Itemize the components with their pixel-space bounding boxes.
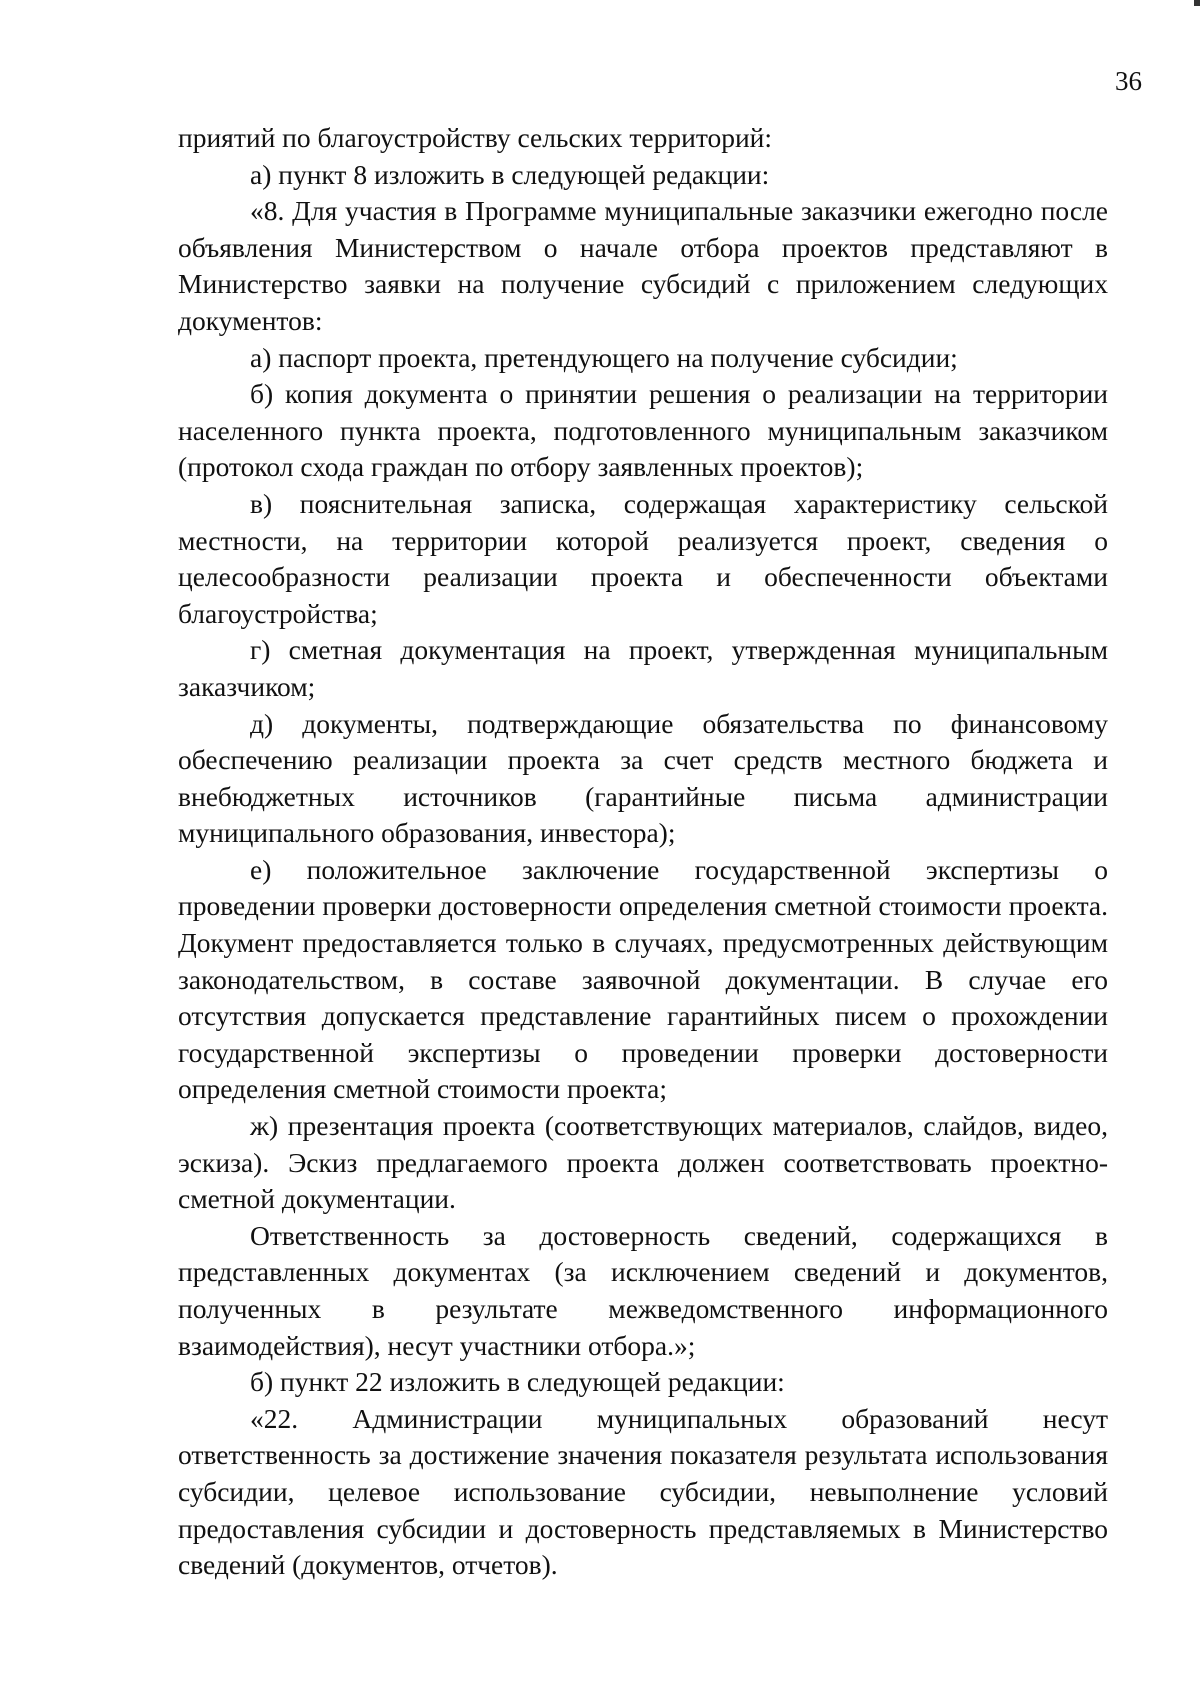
paragraph-subitem-a: а) паспорт проекта, претендующего на получение субсидии; (250, 341, 958, 373)
paragraph-subitem-b: б) копия документа о принятии решения о реализации на территории населенного пункта проекта, подготовленного муниципальным заказчиком (протокол схода граждан по отбору заявленных проектов); (178, 378, 1108, 483)
paragraph-continuation: приятий по благоустройству сельских территорий: (178, 122, 773, 153)
paragraph-item-b-point-22: б) пункт 22 изложить в следующей редакции: (250, 1366, 785, 1398)
scan-corner-mark (1194, 0, 1200, 6)
paragraph-subitem-g: г) сметная документация на проект, утвержденная муниципальным заказчиком; (178, 634, 1108, 702)
paragraph-responsibility: Ответственность за достоверность сведений, содержащихся в представленных документах (за исключением сведений и документов, полученных в результате межведомственного информационного взаимодействия), несут участники отбора.»; (178, 1219, 1108, 1361)
paragraph-item-a-point-8: а) пункт 8 изложить в следующей редакции: (250, 158, 770, 190)
document-body (178, 120, 1108, 1584)
paragraph-subitem-d: д) документы, подтверждающие обязательства по финансовому обеспечению реализации проекта за счет средств местного бюджета и внебюджетных источников (гарантийные письма администрации муниципального образования, инвестора); (178, 707, 1108, 849)
paragraph-subitem-e: е) положительное заключение государственной экспертизы о проведении проверки достоверности определения сметной стоимости проекта. Документ предоставляется только в случаях, предусмотренных действующим законодательством, в составе заявочной документации. В случае его отсутствия допускается представление гарантийных писем о прохождении государственной экспертизы о проведении проверки достоверности определения сметной стоимости проекта; (178, 853, 1108, 1105)
paragraph-clause-22: «22. Администрации муниципальных образований несут ответственность за достижение значения показателя результата использования субсидии, целевое использование субсидии, невыполнение условий предоставления субсидии и достоверность представляемых в Министерство сведений (документов, отчетов). (178, 1402, 1108, 1581)
page-number: 36 (1115, 66, 1142, 96)
paragraph-subitem-v: в) пояснительная записка, содержащая характеристику сельской местности, на территории которой реализуется проект, сведения о целесообразности реализации проекта и обеспеченности объектами благоустройства; (178, 487, 1108, 629)
paragraph-subitem-zh: ж) презентация проекта (соответствующих материалов, слайдов, видео, эскиза). Эскиз предлагаемого проекта должен соответствовать проектно-сметной документации. (178, 1110, 1108, 1215)
paragraph-clause-8: «8. Для участия в Программе муниципальные заказчики ежегодно после объявления Министерством о начале отбора проектов представляют в Министерство заявки на получение субсидий с приложением следующих документов: (178, 195, 1108, 336)
